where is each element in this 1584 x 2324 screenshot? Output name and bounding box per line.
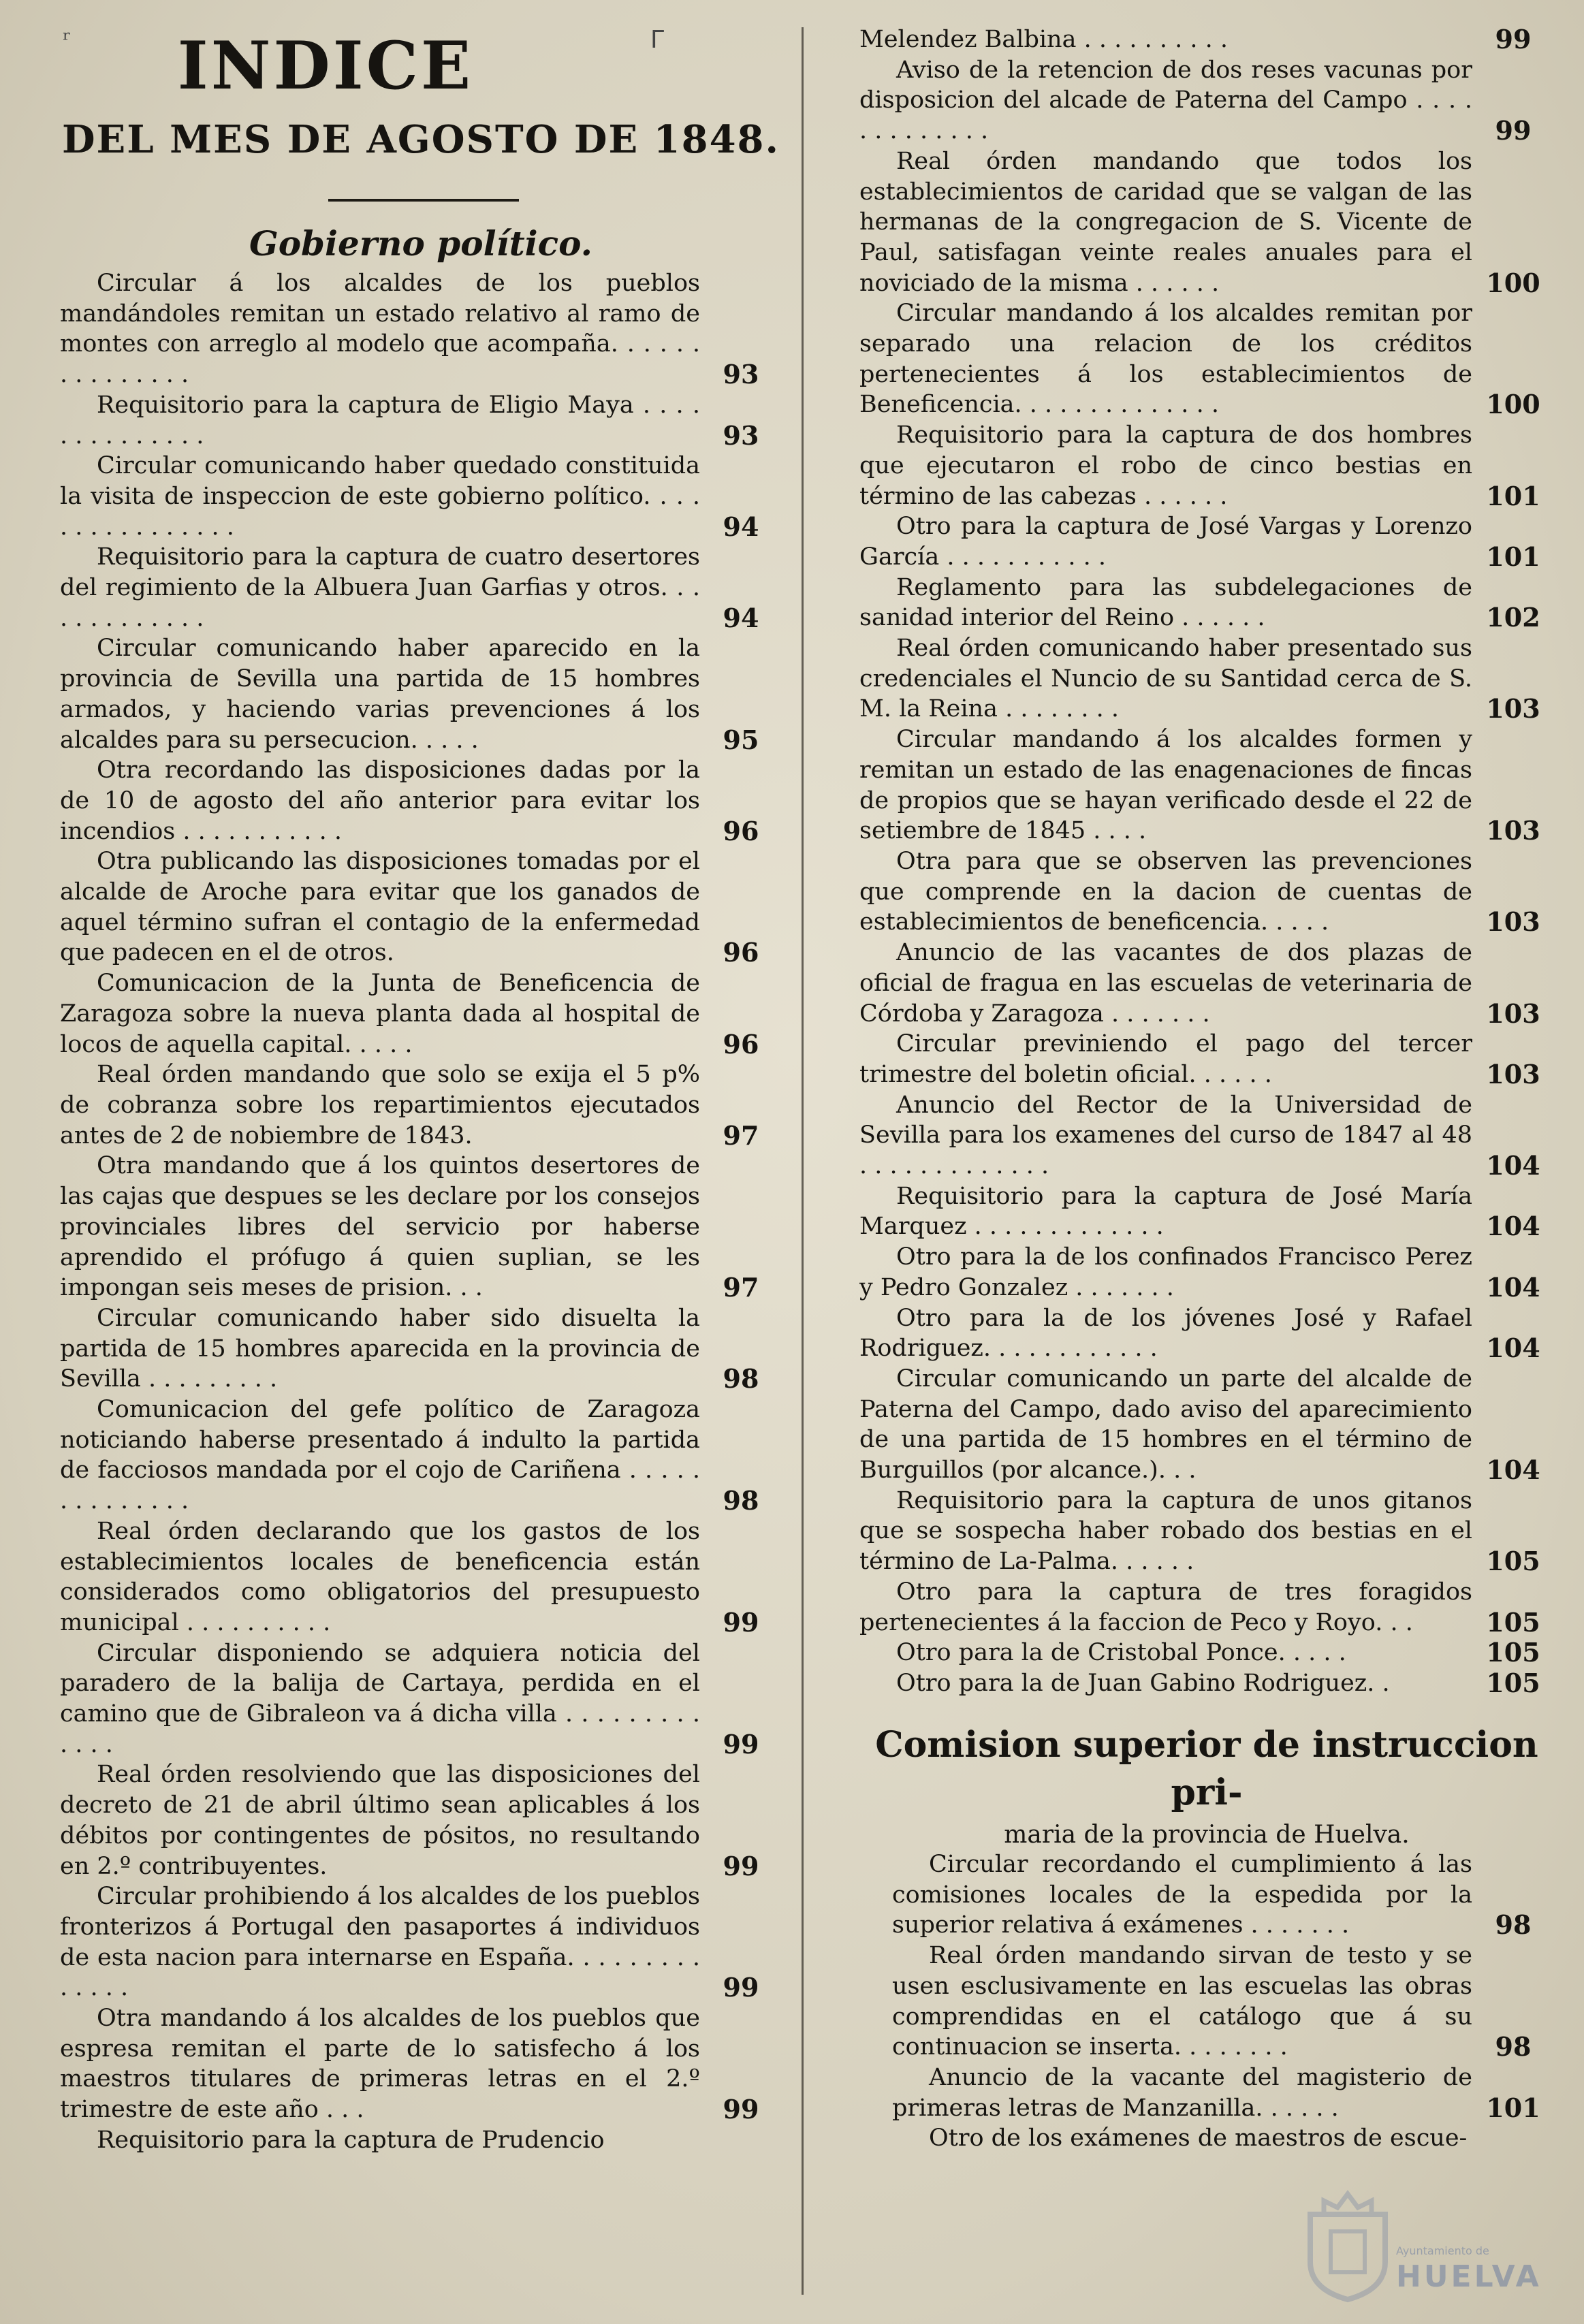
index-entry-page: 97 <box>723 1119 759 1151</box>
index-entry-page: 103 <box>1486 1058 1540 1089</box>
index-entry-page: 99 <box>723 1606 759 1638</box>
index-entry-text: Requisitorio para la captura de Prudencio <box>97 2126 605 2154</box>
index-entry-text: Real órden mandando que todos los establecimientos de caridad que se valgan de las hermanas de la congregacion de S. Vicente de Paul, satisfagan veinte reales anuales para el noviciado de la misma . . . . . . <box>859 147 1472 297</box>
index-entry <box>892 1849 1554 1941</box>
index-entry-page: 93 <box>723 359 759 390</box>
watermark-small-text: Ayuntamiento de <box>1396 2244 1489 2257</box>
index-entry-text: Requisitorio para la captura de unos gitanos que se sospecha haber robado dos bestias en el término de La-Palma. . . . . . <box>859 1486 1472 1576</box>
index-entry-text: Anuncio de las vacantes de dos plazas de oficial de fragua en las escuelas de veterinaria de Córdoba y Zaragoza . . . . . . . <box>859 939 1472 1028</box>
index-entry-text: Requisitorio para la captura de cuatro desertores del regimiento de la Albuera Juan Garfias y otros. . . . . . . . . . . . . <box>60 543 700 632</box>
index-entry-page: 101 <box>1486 541 1540 572</box>
column-divider <box>802 27 804 2295</box>
index-entry <box>859 1181 1554 1242</box>
index-entry-text: Otra recordando las disposiciones dadas por la de 10 de agosto del año anterior para evitar los incendios . . . . . . . . . . . <box>60 757 700 845</box>
index-entry-page: 99 <box>723 1850 759 1881</box>
index-entry-page: 100 <box>1486 389 1540 420</box>
index-entry <box>859 298 1554 420</box>
index-entry <box>859 573 1554 633</box>
index-entry-page: 101 <box>1486 480 1540 511</box>
index-entry-page: 100 <box>1486 267 1540 298</box>
index-entry <box>60 390 782 451</box>
index-entry <box>60 1638 782 1760</box>
index-entry <box>859 25 1554 55</box>
index-entry-text: Otra mandando á los alcaldes de los pueblos que espresa remitan el parte de lo satisfecho á los maestros titulares de primeras letras en el 2.º trimestre de este año . . . <box>60 2005 700 2124</box>
entries-list-right <box>859 25 1554 1699</box>
index-entry-text: Aviso de la retencion de dos reses vacunas por disposicion del alcade de Paterna del Campo . . . . . . . . . . . . . <box>859 56 1472 145</box>
section-heading-comision <box>859 1721 1554 1853</box>
index-entry-text: Circular comunicando haber quedado constituida la visita de inspeccion de este gobierno político. . . . . . . . . . . . . . . . <box>60 452 700 541</box>
index-entry-text: Real órden mandando sirvan de testo y se usen esclusivamente en las escuelas las obras comprendidas en el catálogo que á su continuacion se inserta. . . . . . . . <box>892 1942 1472 2061</box>
index-entry-text: Requisitorio para la captura de José María Marquez . . . . . . . . . . . . . <box>859 1182 1472 1241</box>
index-entry <box>892 1941 1554 2063</box>
index-entry-text: Real órden comunicando haber presentado sus credenciales el Nuncio de su Santidad cerca de S. M. la Reina . . . . . . . . <box>859 635 1472 723</box>
index-entry-text: Circular prohibiendo á los alcaldes de los pueblos fronterizos á Portugal den pasaportes á individuos de esta nacion para internarse en España. . . . . . . . . . . . . . <box>60 1883 700 2002</box>
index-entry-page: 104 <box>1486 1150 1540 1181</box>
index-entry <box>60 2125 782 2156</box>
index-entry-page: 103 <box>1486 906 1540 938</box>
index-entry-page: 98 <box>1495 1909 1532 1941</box>
section-heading-gobierno: Gobierno político. <box>249 223 592 264</box>
index-entry-page: 102 <box>1486 602 1540 633</box>
index-entry <box>859 846 1554 938</box>
index-entry-page: 99 <box>1495 115 1532 146</box>
index-entry <box>859 1029 1554 1089</box>
index-entry-text: Reglamento para las subdelegaciones de sanidad interior del Reino . . . . . . <box>859 573 1472 632</box>
index-entry-text: Circular comunicando un parte del alcalde de Paterna del Campo, dado aviso del aparecimiento de una partida de 15 hombres en el término de Burguillos (por alcance.). . . <box>859 1365 1472 1484</box>
index-entry-page: 99 <box>723 1728 759 1760</box>
index-entry-page: 96 <box>723 937 759 968</box>
index-entry-text: Circular previniendo el pago del tercer trimestre del boletin oficial. . . . . . <box>859 1030 1472 1088</box>
index-entry-page: 94 <box>723 602 759 633</box>
index-entry-page: 105 <box>1486 1637 1540 1668</box>
index-entry-page: 99 <box>723 2094 759 2125</box>
index-entry-text: Otro para la captura de José Vargas y Lorenzo García . . . . . . . . . . . <box>859 513 1472 571</box>
index-entry-page: 99 <box>1495 24 1532 54</box>
index-entry <box>859 1577 1554 1638</box>
index-entry-text: Requisitorio para la captura de dos hombres que ejecutaron el robo de cinco bestias en término de las cabezas . . . . . . <box>859 421 1472 510</box>
index-entry <box>60 1303 782 1395</box>
index-entry <box>60 755 782 846</box>
index-entry-text: Circular comunicando haber sido disuelta la partida de 15 hombres aparecida en la provincia de Sevilla . . . . . . . . . <box>60 1304 700 1393</box>
corner-mark-right: ᒥ <box>650 26 665 54</box>
title-rule <box>328 199 519 202</box>
index-entry <box>60 1151 782 1303</box>
index-entry-page: 99 <box>723 1972 759 2003</box>
index-entry-page: 98 <box>723 1485 759 1516</box>
index-entry-text: Anuncio de la vacante del magisterio de primeras letras de Manzanilla. . . . . . <box>892 2063 1472 2122</box>
page-title: INDICE <box>177 27 474 104</box>
index-entry-text: Otro para la de Cristobal Ponce. . . . . <box>896 1639 1346 1667</box>
index-entry <box>859 420 1554 511</box>
index-entry-text: Real órden declarando que los gastos de los establecimientos locales de beneficencia están considerados como obligatorios del presupuesto municipal . . . . . . . . . . <box>60 1517 700 1636</box>
index-entry <box>859 938 1554 1029</box>
index-entry-text: Otro para la captura de tres foragidos pertenecientes á la faccion de Peco y Royo. . . <box>859 1578 1472 1636</box>
index-entry <box>60 451 782 542</box>
index-entry <box>892 2123 1554 2154</box>
index-entry-page: 105 <box>1486 1546 1540 1577</box>
index-entry-page: 104 <box>1486 1271 1540 1303</box>
index-entry-text: Circular recordando el cumplimiento á las comisiones locales de la espedida por la superior relativa á exámenes . . . . . . . <box>892 1851 1472 1939</box>
index-entry-page: 93 <box>723 419 759 451</box>
index-entry <box>892 2063 1554 2123</box>
entries-list-comision <box>892 1849 1554 2154</box>
index-entry <box>859 146 1554 299</box>
index-entry-page: 96 <box>723 1028 759 1060</box>
index-entry-page: 97 <box>723 1272 759 1303</box>
index-entry <box>859 725 1554 846</box>
index-entry-page: 101 <box>1486 2092 1540 2123</box>
index-entry <box>60 633 782 755</box>
index-entry-text: Circular mandando á los alcaldes formen y remitan un estado de las enagenaciones de fincas de propios que se hayan verificado desde el 22 de setiembre de 1845 . . . . <box>859 726 1472 845</box>
index-entry-page: 103 <box>1486 693 1540 725</box>
index-entry-text: Circular comunicando haber aparecido en la provincia de Sevilla una partida de 15 hombres armados, y haciendo varias prevenciones á los alcaldes para su persecucion. . . . . <box>60 635 700 754</box>
index-entry-text: Circular á los alcaldes de los pueblos mandándoles remitan un estado relativo al ramo de montes con arreglo al modelo que acompaña. . . . . . . . . . . . . . . <box>60 270 700 389</box>
index-entry-text: Requisitorio para la captura de Eligio Maya . . . . . . . . . . . . . . <box>60 391 700 449</box>
index-entry-page: 98 <box>1495 2031 1532 2063</box>
index-entry-text: Comunicacion del gefe político de Zaragoza noticiando haberse presentado á indulto la partida de facciosos mandada por el cojo de Cariñena . . . . . . . . . . . . . . <box>60 1396 700 1515</box>
index-entry-page: 94 <box>723 511 759 542</box>
index-entry-page: 104 <box>1486 1211 1540 1242</box>
index-entry <box>859 511 1554 572</box>
index-entry <box>60 846 782 968</box>
index-entry-text: Real órden mandando que solo se exija el 5 p% de cobranza sobre los repartimientos ejecutados antes de 2 de nobiembre de 1843. <box>60 1061 700 1149</box>
index-entry-page: 103 <box>1486 815 1540 846</box>
index-entry <box>60 968 782 1060</box>
index-entry <box>859 1303 1554 1364</box>
section2-heading-line1: Comision superior de instruccion pri- <box>875 1724 1538 1813</box>
index-entry <box>60 1881 782 2003</box>
index-entry-text: Comunicacion de la Junta de Beneficencia de Zaragoza sobre la nueva planta dada al hospital de locos de aquella capital. . . . . <box>60 970 700 1058</box>
index-entry-text: Otro para la de los jóvenes José y Rafael Rodriguez. . . . . . . . . . . . <box>859 1304 1472 1363</box>
index-entry <box>60 542 782 633</box>
index-entry-page: 104 <box>1486 1333 1540 1364</box>
index-entry <box>859 1668 1554 1699</box>
index-entry-page: 104 <box>1486 1454 1540 1486</box>
index-entry-page: 103 <box>1486 998 1540 1029</box>
index-entry <box>60 1395 782 1516</box>
index-entry-text: Melendez Balbina . . . . . . . . . . <box>859 26 1228 53</box>
index-entry-text: Otro para la de los confinados Francisco Perez y Pedro Gonzalez . . . . . . . <box>859 1243 1472 1301</box>
index-entry-page: 105 <box>1486 1606 1540 1638</box>
index-entry-text: Otro para la de Juan Gabino Rodriguez. . <box>896 1669 1390 1697</box>
index-entry-text: Anuncio del Rector de la Universidad de Sevilla para los examenes del curso de 1847 al 48 . . . . . . . . . . . . . <box>859 1091 1472 1180</box>
index-entry-text: Circular disponiendo se adquiera noticia del paradero de la balija de Cartaya, perdida en el camino que de Gibraleon va á dicha villa . . . . . . . . . . . . . <box>60 1639 700 1758</box>
index-entry <box>859 1364 1554 1486</box>
index-entry-text: Otra para que se observen las prevenciones que comprende en la dacion de cuentas de establecimientos de beneficencia. . . . . <box>859 847 1472 936</box>
index-entry-text: Otra publicando las disposiciones tomadas por el alcalde de Aroche para evitar que los ganados de aquel término sufran el contagio de la enfermedad que padecen en el de otros. <box>60 848 700 967</box>
index-entry-text: Otro de los exámenes de maestros de escue- <box>929 2124 1468 2152</box>
entries-list-left <box>60 268 782 2156</box>
index-entry <box>859 633 1554 725</box>
index-entry <box>859 1242 1554 1303</box>
index-entry-text: Circular mandando á los alcaldes remitan por separado una relacion de los créditos pertenecientes á los establecimientos de Beneficencia. . . . . . . . . . . . . . <box>859 300 1472 419</box>
page-subtitle: DEL MES DE AGOSTO DE 1848. <box>61 117 780 162</box>
index-entry <box>859 1486 1554 1577</box>
index-entry-text: Real órden resolviendo que las disposiciones del decreto de 21 de abril último sean aplicables á los débitos por contingentes de pósitos, no resultando en 2.º contribuyentes. <box>60 1761 700 1880</box>
index-entry <box>60 2003 782 2125</box>
index-entry-page: 95 <box>723 724 759 755</box>
corner-mark: ʳ <box>63 26 72 54</box>
watermark-text: HUELVA <box>1396 2259 1542 2294</box>
index-entry-text: Otra mandando que á los quintos desertores de las cajas que despues se les declare por los consejos provinciales libres del servicio por haberse aprendido el prófugo á quien suplian, se les impongan seis meses de prision. . . <box>60 1152 700 1302</box>
index-entry-page: 98 <box>723 1363 759 1395</box>
index-entry <box>859 1638 1554 1668</box>
section2-heading-line2: maria de la provincia de Huelva. <box>1004 1821 1410 1849</box>
index-entry <box>60 1760 782 1881</box>
coat-of-arms-icon <box>1297 2187 1399 2303</box>
index-entry <box>859 55 1554 146</box>
index-entry <box>60 1060 782 1151</box>
index-entry <box>60 1516 782 1638</box>
index-entry-page: 96 <box>723 815 759 846</box>
index-entry <box>60 268 782 390</box>
index-entry-page: 105 <box>1486 1667 1540 1698</box>
index-entry <box>859 1090 1554 1181</box>
